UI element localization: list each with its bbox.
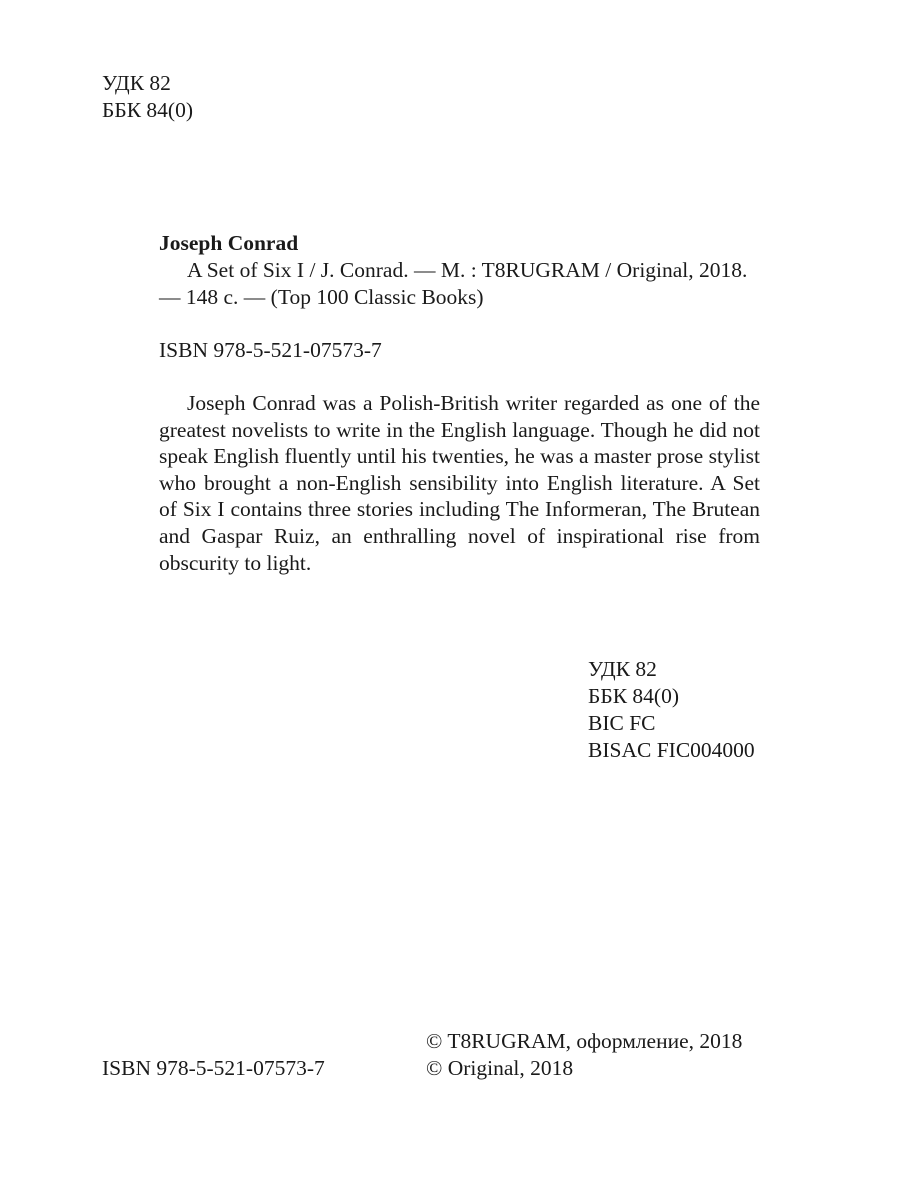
bic-code: BIC FC — [588, 711, 656, 735]
isbn-main: ISBN 978-5-521-07573-7 — [159, 338, 382, 362]
bisac-code: BISAC FIC004000 — [588, 738, 755, 762]
bbk-code: ББК 84(0) — [102, 98, 193, 122]
copyright-design: © T8RUGRAM, оформление, 2018 — [426, 1029, 743, 1053]
bbk-code-secondary: ББК 84(0) — [588, 684, 679, 708]
bibliographic-line-1: A Set of Six I / J. Conrad. — M. : T8RUGRAM / Original, 2018. — [187, 258, 748, 282]
book-description: Joseph Conrad was a Polish-British writer regarded as one of the greatest novelists to write in the English language. Though he did not speak English fluently until his twenties, he was a master prose stylist who brought a non-English sensibility into English literature. A Set of Six I contains three stories including The Informeran, The Brutean and Gaspar Ruiz, an enthralling novel of inspirational rise from obscurity to light. — [159, 391, 760, 575]
classification-codes — [588, 656, 755, 764]
bibliographic-line-2: — 148 с. — (Top 100 Classic Books) — [159, 285, 484, 309]
udk-code: УДК 82 — [102, 71, 171, 95]
top-classification-codes — [102, 70, 193, 124]
copyright-original: © Original, 2018 — [426, 1056, 574, 1080]
udk-code-secondary: УДК 82 — [588, 657, 657, 681]
bibliographic-entry — [159, 230, 769, 311]
copyright-notices — [426, 1028, 742, 1082]
author-name: Joseph Conrad — [159, 231, 299, 255]
isbn-bottom: ISBN 978-5-521-07573-7 — [102, 1056, 325, 1080]
